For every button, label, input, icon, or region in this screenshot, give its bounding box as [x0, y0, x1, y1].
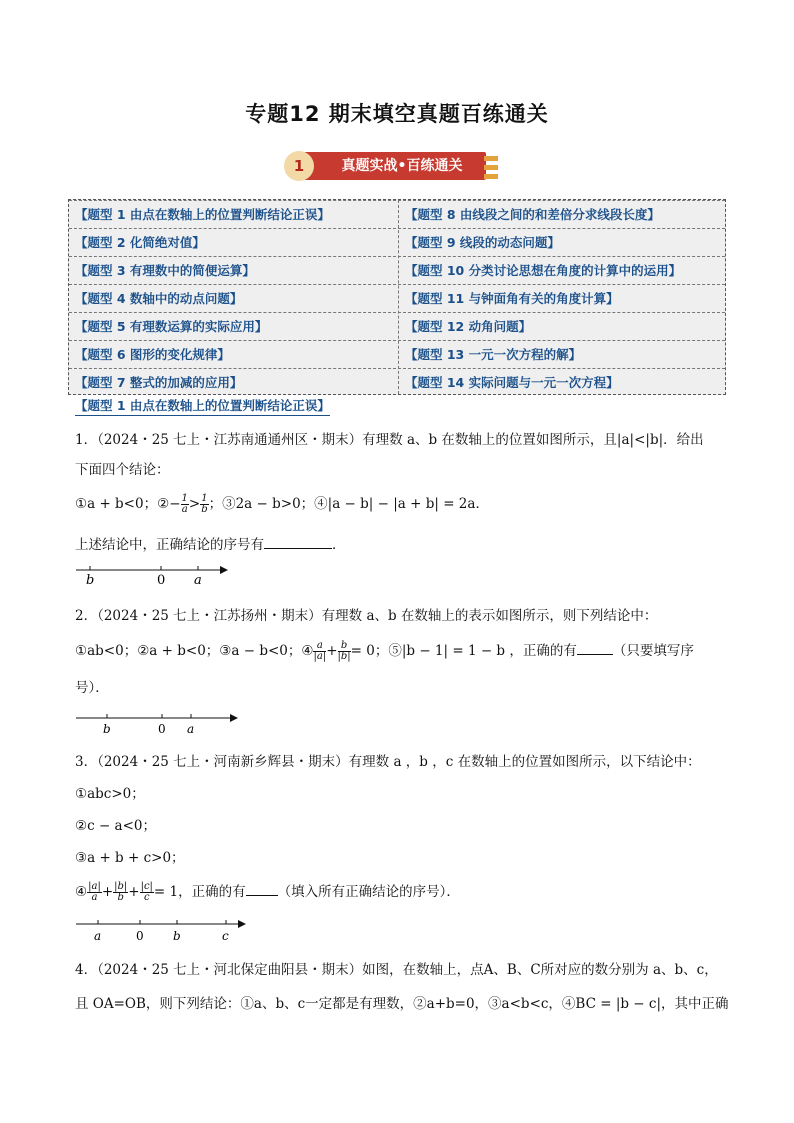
question-2-conclusions: [75, 640, 694, 662]
axis-label: b: [86, 573, 95, 588]
denominator: |a|: [313, 651, 327, 662]
numerator: |b|: [114, 881, 128, 892]
question-1-stem: 1．（2024・25 七上・江苏南通通州区・期末）有理数 a、b 在数轴上的位置如图所示，且|a|<|b|．给出: [75, 432, 704, 448]
denominator: |b|: [337, 651, 351, 662]
numerator: |a|: [88, 881, 101, 892]
fraction: [338, 641, 351, 662]
question-3-conclusion-3: ③a + b + c>0；: [75, 850, 185, 866]
topic-link[interactable]: 【题型 1 由点在数轴上的位置判断结论正误】: [75, 207, 330, 222]
numerator: a: [313, 641, 326, 652]
denominator: c: [143, 892, 150, 903]
topic-link[interactable]: 【题型 12 动角问题】: [405, 319, 532, 334]
operator: >: [188, 496, 201, 512]
prompt-end: ．: [332, 537, 346, 553]
axis-label: a: [187, 722, 195, 736]
conclusion-text: ①a + b<0；②−: [75, 496, 181, 512]
axis-label: a: [94, 929, 102, 943]
denominator: a: [91, 892, 98, 903]
banner-number-badge: 1: [284, 151, 314, 181]
topic-link[interactable]: 【题型 11 与钟面角有关的角度计算】: [405, 291, 619, 306]
topic-link[interactable]: 【题型 7 整式的加减的应用】: [75, 375, 243, 390]
topic-link[interactable]: 【题型 6 图形的变化规律】: [75, 347, 230, 362]
number-line: [74, 918, 254, 944]
question-3-conclusion-2: ②c − a<0；: [75, 818, 157, 834]
conclusion-text: ；③2a − b>0；④|a − b| − |a + b| = 2a．: [208, 496, 489, 512]
topic-link[interactable]: 【题型 8 由线段之间的和差倍分求线段长度】: [405, 207, 660, 222]
banner-tab-decoration: [484, 165, 498, 170]
topic-link[interactable]: 【题型 3 有理数中的简便运算】: [75, 263, 255, 278]
question-3-stem: 3．（2024・25 七上・河南新乡辉县・期末）有理数 a ，b ，c 在数轴上的位置如图所示，以下结论中：: [75, 754, 701, 770]
axis-label: 0: [158, 722, 166, 736]
fraction: [113, 882, 128, 903]
topic-link[interactable]: 【题型 4 数轴中的动点问题】: [75, 291, 243, 306]
banner-tab-decoration: [484, 156, 498, 161]
topic-link[interactable]: 【题型 5 有理数运算的实际应用】: [75, 319, 268, 334]
table-row: [69, 284, 725, 313]
topic-link[interactable]: 【题型 2 化简绝对值】: [75, 235, 205, 250]
number-line: [74, 562, 234, 588]
fraction: [181, 494, 189, 515]
topic-link[interactable]: 【题型 13 一元一次方程的解】: [405, 347, 582, 362]
question-1-conclusions: [75, 494, 489, 515]
fraction: [313, 641, 326, 662]
topic-table: [68, 199, 726, 395]
question-3-conclusion-1: ①abc>0；: [75, 786, 145, 802]
fraction: [140, 882, 154, 903]
topic-link[interactable]: 【题型 10 分类讨论思想在角度的计算中的运用】: [405, 263, 682, 278]
axis-label: b: [103, 722, 111, 736]
numerator: b: [338, 641, 351, 652]
fraction: [200, 494, 208, 515]
denominator: a: [181, 504, 188, 515]
answer-blank[interactable]: [264, 534, 332, 549]
number-line: [74, 712, 244, 738]
table-row: [69, 340, 725, 369]
question-1-prompt: [75, 534, 346, 555]
conclusion-text: ①ab<0；②a + b<0；③a − b<0；④: [75, 643, 314, 659]
axis-label: b: [173, 929, 181, 943]
answer-blank[interactable]: [246, 881, 278, 896]
fraction: [87, 882, 102, 903]
denominator: b: [117, 892, 124, 903]
numerator: 1: [181, 493, 188, 504]
question-4-stem-cont: 且 OA=OB，则下列结论：①a、b、c一定都是有理数，②a+b=0，③a<b<c，④BC = |b − c|，其中正确: [75, 996, 729, 1012]
conclusion-text: = 1，正确的有: [153, 884, 246, 900]
operator: +: [326, 643, 338, 659]
topic-link[interactable]: 【题型 9 线段的动态问题】: [405, 235, 560, 250]
question-4-stem: 4．（2024・25 七上・河北保定曲阳县・期末）如图，在数轴上，点A、B、C所对应的数分别为 a、b、c，: [75, 962, 718, 978]
table-row: [69, 312, 725, 341]
banner-ribbon: 真题实战•百练通关: [304, 152, 486, 180]
table-row: [69, 228, 725, 257]
conclusion-text: ④: [75, 884, 88, 900]
numerator: 1: [201, 493, 208, 504]
answer-blank[interactable]: [577, 640, 613, 655]
axis-label: 0: [157, 573, 166, 588]
axis-label: a: [194, 573, 202, 588]
numerator: |c|: [140, 881, 153, 892]
topic-link[interactable]: 【题型 14 实际问题与一元一次方程】: [405, 375, 619, 390]
table-row: [69, 368, 725, 397]
axis-label: c: [222, 929, 229, 943]
question-2-stem: 2．（2024・25 七上・江苏扬州・期末）有理数 a、b 在数轴上的表示如图所示，则下列结论中：: [75, 608, 658, 624]
conclusion-text: （只要填写序: [612, 643, 694, 659]
denominator: b: [201, 504, 208, 515]
section-banner: [284, 148, 514, 184]
page-title: 专题12 期末填空真题百练通关: [245, 102, 549, 126]
conclusion-text: = 0；⑤|b − 1| = 1 − b ，正确的有: [350, 643, 577, 659]
question-1-stem-cont: 下面四个结论：: [75, 462, 170, 478]
conclusion-text: （填入所有正确结论的序号）．: [277, 884, 460, 900]
banner-tab-decoration: [484, 174, 498, 179]
question-2-stem-cont: 号）．: [75, 680, 109, 696]
prompt-text: 上述结论中，正确结论的序号有: [75, 537, 264, 553]
table-row: [69, 200, 725, 229]
axis-label: 0: [136, 929, 144, 943]
section-heading[interactable]: 【题型 1 由点在数轴上的位置判断结论正误】: [75, 396, 330, 416]
question-3-conclusion-4: ④ $\frac{|a|}{a}$ + $\frac{|b|}{b}$ + $\frac{|c|}{c}$ = 1，正确的有 （填入所有正确结论的序号）．: [75, 881, 460, 903]
table-row: [69, 256, 725, 285]
